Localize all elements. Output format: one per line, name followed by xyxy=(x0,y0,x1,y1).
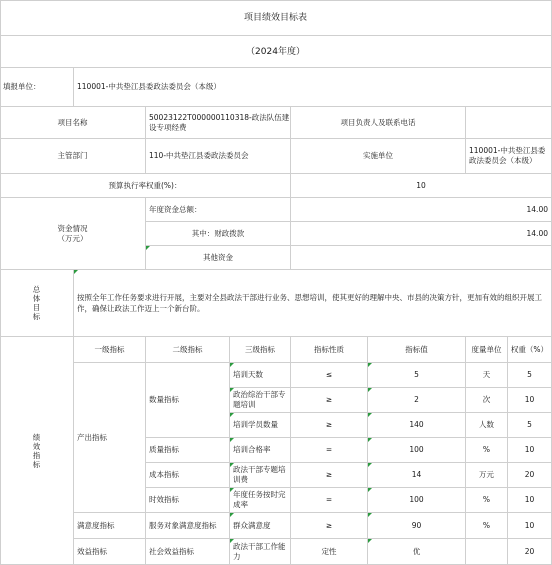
cell-marker-icon xyxy=(230,513,234,517)
l1-benefit: 效益指标 xyxy=(74,539,146,565)
header-l2: 二级指标 xyxy=(146,337,230,363)
l2-cost: 成本指标 xyxy=(146,463,230,488)
cell-marker-icon xyxy=(230,413,234,417)
indicator-value[interactable]: 优 xyxy=(368,539,466,565)
cell-marker-icon xyxy=(368,388,372,392)
funds-total-label: 年度资金总额： xyxy=(146,198,291,222)
indicator-l3: 群众满意度 xyxy=(230,513,291,539)
contact-value[interactable] xyxy=(466,107,552,139)
indicator-unit[interactable]: % xyxy=(466,438,508,463)
cell-marker-icon xyxy=(368,488,372,492)
indicator-weight[interactable]: 10 xyxy=(508,488,552,513)
impl-label: 实施单位 xyxy=(291,139,466,174)
indicator-l3: 培训学员数量 xyxy=(230,413,291,438)
funds-total-value[interactable]: 14.00 xyxy=(291,198,552,222)
indicator-weight[interactable]: 20 xyxy=(508,463,552,488)
perf-label: 绩 效 指 标 xyxy=(0,337,74,565)
indicator-unit[interactable]: 万元 xyxy=(466,463,508,488)
cell-marker-icon xyxy=(230,463,234,467)
indicator-nature[interactable]: = xyxy=(291,438,368,463)
indicator-nature[interactable]: ≥ xyxy=(291,513,368,539)
l2-service-satisfaction: 服务对象满意度指标 xyxy=(146,513,230,539)
dept-value[interactable]: 110-中共垫江县委政法委员会 xyxy=(146,139,291,174)
cell-marker-icon xyxy=(368,463,372,467)
indicator-nature[interactable]: = xyxy=(291,488,368,513)
funds-label: 资金情况 （万元） xyxy=(0,198,146,270)
cell-marker-icon xyxy=(74,270,78,274)
funds-other-label: 其他资金 xyxy=(146,246,291,270)
indicator-nature[interactable]: ≥ xyxy=(291,413,368,438)
impl-value[interactable]: 110001-中共垫江县委政法委员会（本级） xyxy=(466,139,552,174)
header-nature: 指标性质 xyxy=(291,337,368,363)
goal-label: 总 体 目 标 xyxy=(0,270,74,337)
sheet-title: 项目绩效目标表 xyxy=(0,0,552,36)
funds-fiscal-value[interactable]: 14.00 xyxy=(291,222,552,246)
indicator-value[interactable]: 2 xyxy=(368,388,466,413)
project-name-value[interactable]: 50023122T000000110318-政法队伍建设专项经费 xyxy=(146,107,291,139)
indicator-value[interactable]: 100 xyxy=(368,438,466,463)
cell-marker-icon xyxy=(368,363,372,367)
indicator-nature[interactable]: ≥ xyxy=(291,463,368,488)
indicator-l3: 政法干部工作能力 xyxy=(230,539,291,565)
cell-marker-icon xyxy=(230,438,234,442)
indicator-weight[interactable]: 10 xyxy=(508,438,552,463)
indicator-weight[interactable]: 10 xyxy=(508,513,552,539)
cell-marker-icon xyxy=(368,413,372,417)
indicator-weight[interactable]: 5 xyxy=(508,413,552,438)
indicator-value[interactable]: 14 xyxy=(368,463,466,488)
indicator-l3: 年度任务按时完成率 xyxy=(230,488,291,513)
cell-marker-icon xyxy=(230,363,234,367)
indicator-unit[interactable]: % xyxy=(466,513,508,539)
indicator-l3: 政法干部专题培训费 xyxy=(230,463,291,488)
contact-label: 项目负责人及联系电话 xyxy=(291,107,466,139)
indicator-unit[interactable]: 人数 xyxy=(466,413,508,438)
indicator-l3: 培训天数 xyxy=(230,363,291,388)
funds-fiscal-label: 其中：财政拨款 xyxy=(146,222,291,246)
budget-rate-value[interactable]: 10 xyxy=(291,174,552,198)
l1-output: 产出指标 xyxy=(74,363,146,513)
indicator-value[interactable]: 90 xyxy=(368,513,466,539)
cell-marker-icon xyxy=(230,539,234,543)
l1-satisfaction: 满意度指标 xyxy=(74,513,146,539)
funds-other-value[interactable] xyxy=(291,246,552,270)
indicator-nature[interactable]: ≥ xyxy=(291,388,368,413)
indicator-unit[interactable] xyxy=(466,539,508,565)
indicator-value[interactable]: 140 xyxy=(368,413,466,438)
cell-marker-icon xyxy=(368,539,372,543)
header-value: 指标值 xyxy=(368,337,466,363)
unit-label: 填报单位： xyxy=(0,68,74,107)
indicator-weight[interactable]: 5 xyxy=(508,363,552,388)
l2-timeliness: 时效指标 xyxy=(146,488,230,513)
indicator-nature[interactable]: 定性 xyxy=(291,539,368,565)
dept-label: 主管部门 xyxy=(0,139,146,174)
indicator-unit[interactable]: 次 xyxy=(466,388,508,413)
indicator-nature[interactable]: ≤ xyxy=(291,363,368,388)
unit-value[interactable]: 110001-中共垫江县委政法委员会（本级） xyxy=(74,68,552,107)
indicator-value[interactable]: 100 xyxy=(368,488,466,513)
budget-rate-label: 预算执行率权重(%)： xyxy=(0,174,291,198)
indicator-unit[interactable]: 天 xyxy=(466,363,508,388)
indicator-value[interactable]: 5 xyxy=(368,363,466,388)
header-unit: 度量单位 xyxy=(466,337,508,363)
l2-quantity: 数量指标 xyxy=(146,363,230,438)
indicator-weight[interactable]: 10 xyxy=(508,388,552,413)
l2-quality: 质量指标 xyxy=(146,438,230,463)
indicator-unit[interactable]: % xyxy=(466,488,508,513)
project-name-label: 项目名称 xyxy=(0,107,146,139)
cell-marker-icon xyxy=(146,246,150,250)
indicator-l3: 政治综治干部专题培训 xyxy=(230,388,291,413)
cell-marker-icon xyxy=(230,488,234,492)
cell-marker-icon xyxy=(368,513,372,517)
cell-marker-icon xyxy=(230,388,234,392)
cell-marker-icon xyxy=(368,438,372,442)
indicator-l3: 培训合格率 xyxy=(230,438,291,463)
goal-text[interactable]: 按照全年工作任务要求进行开展，主要对全县政法干部进行业务、思想培训，使其更好的理解中央、市县的决策方针，更加有效的组织开展工作，确保让政法工作迈上一个新台阶。 xyxy=(74,270,552,337)
header-l1: 一级指标 xyxy=(74,337,146,363)
sheet-year: （2024年度） xyxy=(0,36,552,68)
header-l3: 三级指标 xyxy=(230,337,291,363)
l2-social-benefit: 社会效益指标 xyxy=(146,539,230,565)
indicator-weight[interactable]: 20 xyxy=(508,539,552,565)
header-weight: 权重（%） xyxy=(508,337,552,363)
